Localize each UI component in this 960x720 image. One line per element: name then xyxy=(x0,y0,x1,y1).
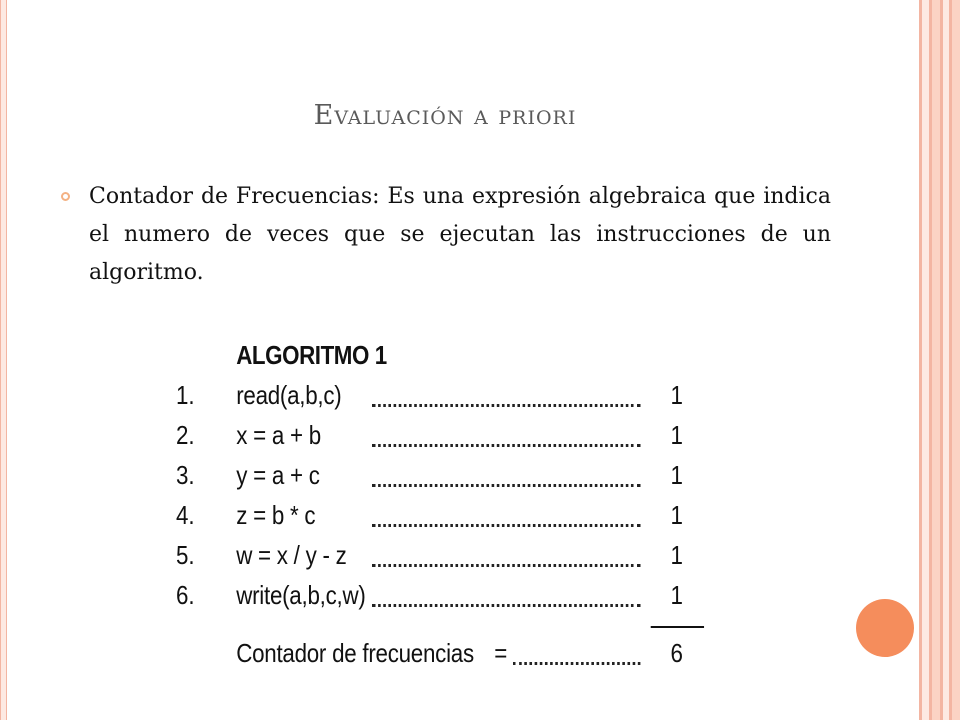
line-number: 3. xyxy=(176,460,195,490)
slide-title: Evaluación a priori xyxy=(313,100,577,131)
bullet-circle-icon xyxy=(61,192,70,201)
algorithm-title: ALGORITMO 1 xyxy=(236,340,387,370)
dot-leader xyxy=(372,472,640,487)
algorithm-line xyxy=(176,540,709,576)
decorative-circle xyxy=(856,599,914,657)
line-count: 1 xyxy=(670,500,683,530)
algorithm-line xyxy=(176,500,709,536)
line-count: 1 xyxy=(670,380,683,410)
dot-leader xyxy=(372,432,640,447)
algorithm-line xyxy=(176,460,709,496)
dot-leader xyxy=(372,392,640,407)
line-number: 1. xyxy=(176,380,195,410)
algorithm-line xyxy=(176,380,709,416)
line-count: 1 xyxy=(670,580,683,610)
algorithm-line xyxy=(176,420,709,456)
line-count: 1 xyxy=(670,460,683,490)
total-label: Contador de frecuencias xyxy=(236,638,474,668)
dot-leader xyxy=(372,512,640,527)
line-statement: x = a + b xyxy=(236,420,321,450)
line-number: 5. xyxy=(176,540,195,570)
dot-leader xyxy=(372,592,640,607)
algorithm-figure xyxy=(176,340,683,680)
line-statement: z = b * c xyxy=(236,500,316,530)
dot-leader xyxy=(513,650,640,665)
sum-underline xyxy=(651,626,704,628)
line-number: 4. xyxy=(176,500,195,530)
line-statement: y = a + c xyxy=(236,460,320,490)
line-number: 2. xyxy=(176,420,195,450)
line-statement: w = x / y - z xyxy=(236,540,347,570)
line-statement: read(a,b,c) xyxy=(236,380,342,410)
line-count: 1 xyxy=(670,420,683,450)
total-value: 6 xyxy=(670,638,683,668)
line-number: 6. xyxy=(176,580,195,610)
bullet-text: Contador de Frecuencias: Es una expresión algebraica que indica el numero de veces que se ejecutan las instrucciones de un algoritmo. xyxy=(89,184,831,285)
line-statement: write(a,b,c,w) xyxy=(236,580,366,610)
line-count: 1 xyxy=(670,540,683,570)
right-frame-stripes xyxy=(919,0,960,720)
algorithm-line xyxy=(176,580,709,616)
total-equals: = xyxy=(494,638,508,668)
dot-leader xyxy=(372,552,640,567)
total-line xyxy=(176,638,709,674)
